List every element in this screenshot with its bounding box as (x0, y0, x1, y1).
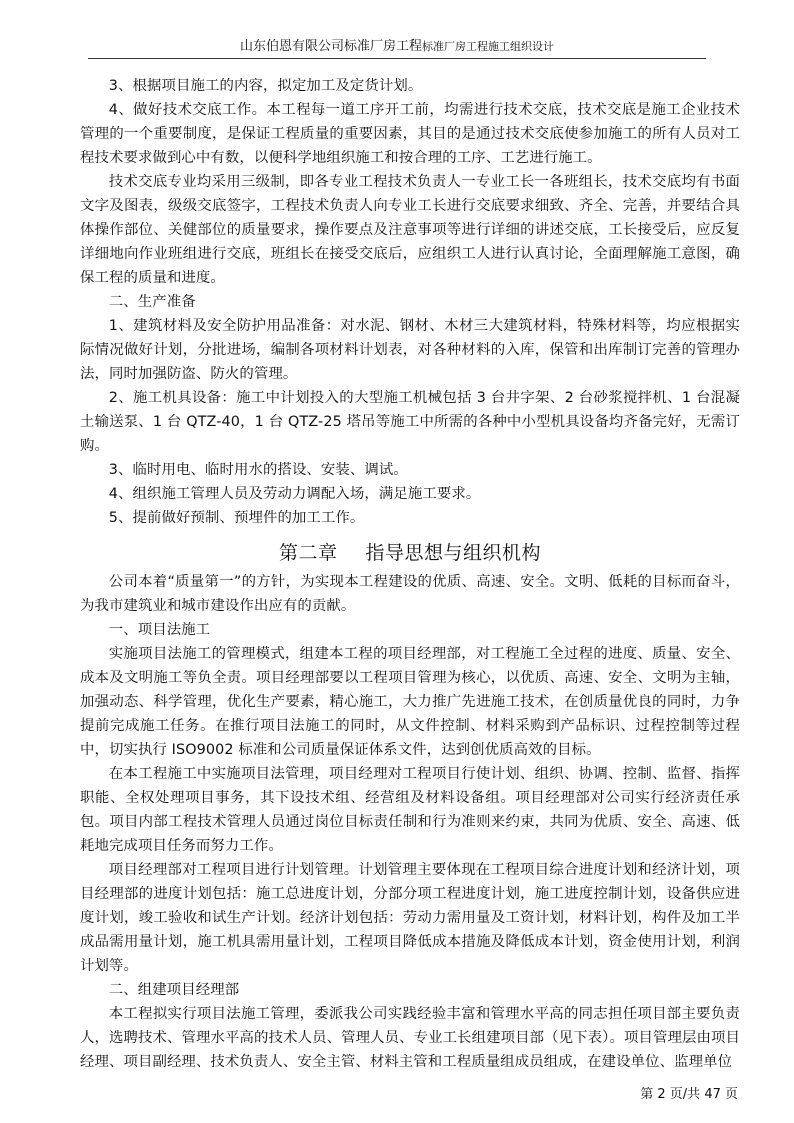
page-header (88, 38, 706, 59)
paragraph: 1、建筑材料及安全防护用品准备：对水泥、钢材、木材三大建筑材料，特殊材料等，均应根据实际情况做好计划，分批进场，编制各项材料计划表，对各种材料的入库，保管和出库制订完善的管理办法，同时加强防盗、防火的管理。 (80, 318, 740, 382)
section-heading: 二、生产准备 (108, 294, 196, 310)
page-number: 第 2 页/共 47 页 (640, 1087, 738, 1102)
paragraph: 4、做好技术交底工作。本工程每一道工序开工前，均需进行技术交底，技术交底是施工企业技术管理的一个重要制度，是保证工程质量的重要因素，其目的是通过技术交底使参加施工的所有人员对工程技术要求做到心中有数，以便科学地组织施工和按合理的工序、工艺进行施工。 (80, 102, 740, 166)
paragraph: 5、提前做好预制、预埋件的加工工作。 (108, 510, 365, 526)
paragraph: 3、根据项目施工的内容，拟定加工及定货计划。 (108, 78, 423, 94)
paragraph: 2、施工机具设备：施工中计划投入的大型施工机械包括 3 台井字架、2 台砂浆搅拌机、1 台混凝土输送泵、1 台 QTZ-40，1 台 QTZ-25 塔吊等施工中所需的各种中小型机具设备均齐备完好，无需订购。 (80, 390, 740, 454)
paragraph: 4、组织施工管理人员及劳动力调配入场，满足施工要求。 (108, 486, 481, 502)
paragraph: 公司本着“质量第一”的方针，为实现本工程建设的优质、高速、安全。文明、低耗的目标而奋斗，为我市建筑业和城市建设作出应有的贡献。 (80, 574, 740, 614)
paragraph: 3、临时用电、临时用水的搭设、安装、调试。 (108, 462, 408, 478)
chapter-number: 第二章 (278, 542, 338, 564)
section-heading: 一、项目法施工 (108, 622, 211, 638)
paragraph: 本工程拟实行项目法施工管理，委派我公司实践经验丰富和管理水平高的同志担任项目部主要负责人，选聘技术、管理水平高的技术人员、管理人员、专业工长组建项目部（见下表）。项目管理层由项目经理、项目副经理、技术负责人、安全主管、材料主管和工程质量组成员组成，在建设单位、监理单位 (80, 1006, 740, 1070)
document-body (80, 74, 740, 1074)
paragraph: 技术交底专业均采用三级制，即各专业工程技术负责人一专业工长一各班组长，技术交底均有书面文字及图表，级级交底签字，工程技术负责人向专业工长进行交底要求细致、齐全、完善，并要结合具体操作部位、关健部位的质量要求，操作要点及注意事项等进行详细的讲述交底，工长接受后，应反复详细地向作业班组进行交底，班组长在接受交底后，应组织工人进行认真讨论，全面理解施工意图，确保工程的质量和进度。 (80, 174, 740, 286)
chapter-heading (80, 540, 740, 566)
section-heading: 二、组建项目经理部 (108, 982, 240, 998)
header-title-main: 山东伯恩有限公司标准厂房工程 (239, 39, 422, 54)
paragraph: 项目经理部对工程项目进行计划管理。计划管理主要体现在工程项目综合进度计划和经济计划，项目经理部的进度计划包括：施工总进度计划，分部分项工程进度计划，施工进度控制计划，设备供应进度计划，竣工验收和试生产计划。经济计划包括：劳动力需用量及工资计划，材料计划，构件及加工半成品需用量计划，施工机具需用量计划，工程项目降低成本措施及降低成本计划，资金使用计划，利润计划等。 (80, 862, 740, 974)
paragraph: 实施项目法施工的管理模式，组建本工程的项目经理部，对工程施工全过程的进度、质量、安全、成本及文明施工等负全责。项目经理部要以工程项目管理为核心，以优质、高速、安全、文明为主轴，加强动态、科学管理，优化生产要素，精心施工，大力推广先进施工技术，在创质量优良的同时，力争提前完成施工任务。在推行项目法施工的同时，从文件控制、材料采购到产品标识、过程控制等过程中，切实执行 ISO9002 标准和公司质量保证体系文件，达到创优质高效的目标。 (80, 646, 740, 758)
chapter-title: 指导思想与组织机构 (365, 542, 542, 564)
header-title-small: 标准厂房工程施工组织设计 (422, 40, 554, 53)
paragraph: 在本工程施工中实施项目法管理，项目经理对工程项目行使计划、组织、协调、控制、监督、指挥职能、全权处理项目事务，其下设技术组、经营组及材料设备组。项目经理部对公司实行经济责任承包。项目内部工程技术管理人员通过岗位目标责任制和行为准则来约束，共同为优质、安全、高速、低耗地完成项目任务而努力工作。 (80, 766, 740, 854)
